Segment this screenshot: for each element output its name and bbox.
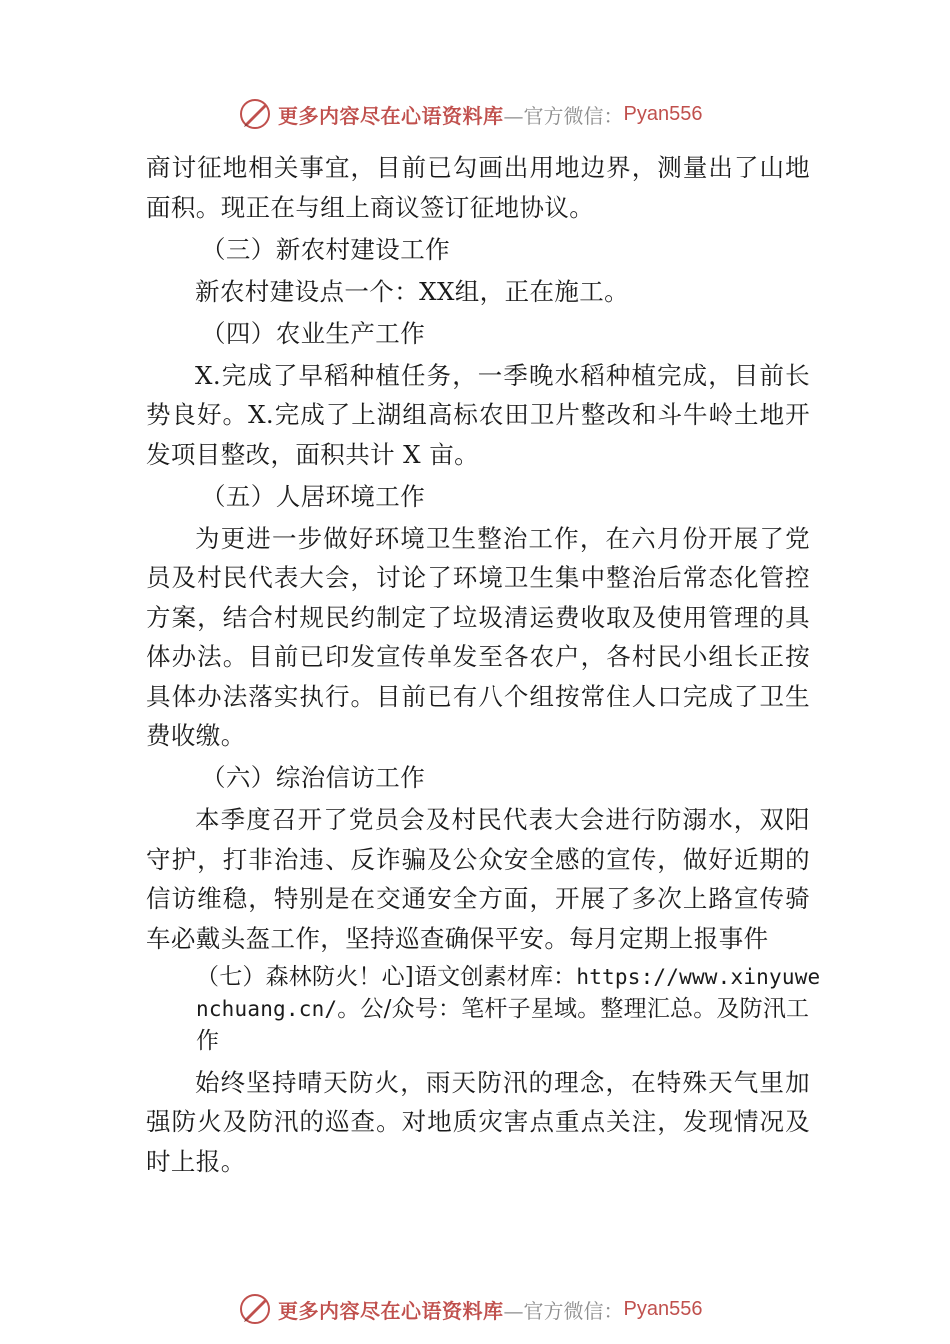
heading-section-4: （四）农业生产工作 [201, 318, 426, 348]
paragraph-section-3: 新农村建设点一个：XX组，正在施工。 [195, 276, 630, 306]
banner-brand: 更多内容尽在心语资料库 [278, 103, 504, 128]
heading-7-url: https://www.xinyuwenchuang.cn/ [196, 964, 821, 1021]
document-body [146, 148, 821, 1184]
paragraph-section-4: X.完成了早稻种植任务，一季晚水稻种植完成，目前长势良好。X.完成了上湖组高标农田卫片整改和斗牛岭土地开发项目整改，面积共计 X 亩。 [146, 360, 810, 469]
header-banner [238, 97, 702, 131]
footer-separator: —官方微信： [503, 1298, 624, 1323]
paragraph-section-5: 为更进一步做好环境卫生整治工作，在六月份开展了党员及村民代表大会，讨论了环境卫生集中整治后常态化管控方案，结合村规民约制定了垃圾清运费收取及使用管理的具体办法。目前已印发宣传单发至各农户，各村民小组长正按具体办法落实执行。目前已有八个组按常住人口完成了卫生费收缴。 [146, 523, 810, 750]
quill-logo-icon [238, 1292, 274, 1326]
heading-section-3: （三）新农村建设工作 [201, 234, 450, 264]
footer-banner [238, 1292, 702, 1326]
heading-section-7 [146, 961, 824, 1057]
paragraph-section-7: 始终坚持晴天防火，雨天防汛的理念，在特殊天气里加强防火及防汛的巡查。对地质灾害点重点关注，发现情况及时上报。 [146, 1067, 810, 1176]
paragraph-section-6: 本季度召开了党员会及村民代表大会进行防溺水，双阳守护，打非治违、反诈骗及公众安全感的宣传，做好近期的信访维稳，特别是在交通安全方面，开展了多次上路宣传骑车必戴头盔工作，坚持巡查确保平安。每月定期上报事件 [146, 805, 810, 953]
footer-brand: 更多内容尽在心语资料库 [278, 1298, 504, 1323]
footer-wechat: Pyan556 [623, 1297, 703, 1320]
banner-wechat: Pyan556 [623, 102, 703, 125]
heading-7-prefix: （七）森林防火！心]语文创素材库： [196, 963, 577, 990]
banner-separator: —官方微信： [503, 103, 624, 128]
heading-section-6: （六）综治信访工作 [201, 763, 426, 792]
paragraph-intro: 商讨征地相关事宜，目前已勾画出用地边界，测量出了山地面积。现正在与组上商议签订征地协议。 [146, 153, 810, 222]
heading-7-suffix: 。公/众号：笔杆子星域。整理汇总。及防汛工作 [196, 995, 810, 1054]
heading-section-5: （五）人居环境工作 [201, 481, 426, 511]
quill-logo-icon [238, 97, 274, 131]
